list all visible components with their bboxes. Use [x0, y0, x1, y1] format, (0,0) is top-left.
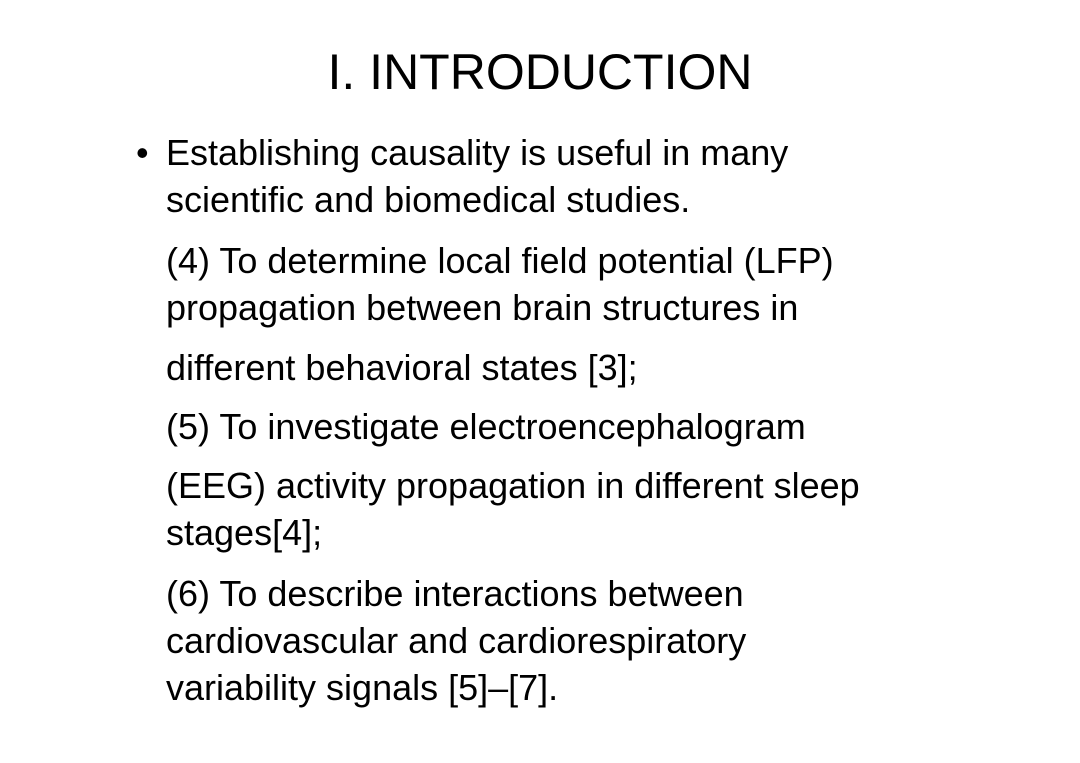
body-line: (5) To investigate electroencephalogram — [166, 406, 806, 447]
body-line: stages[4]; — [166, 512, 323, 553]
slide-title: I. INTRODUCTION — [327, 44, 753, 100]
body-line: Establishing causality is useful in many — [166, 132, 789, 173]
body-line: different behavioral states [3]; — [166, 347, 638, 388]
body-line: (EEG) activity propagation in different sleep — [166, 465, 860, 506]
body-line: (4) To determine local field potential (LFP) — [166, 240, 834, 281]
body-line: scientific and biomedical studies. — [166, 179, 691, 220]
body-line: (6) To describe interactions between — [166, 573, 744, 614]
body-line: variability signals [5]–[7]. — [166, 667, 559, 708]
bullet-marker: • — [136, 132, 149, 173]
body-line: propagation between brain structures in — [166, 287, 799, 328]
body-line: cardiovascular and cardiorespiratory — [166, 620, 747, 661]
